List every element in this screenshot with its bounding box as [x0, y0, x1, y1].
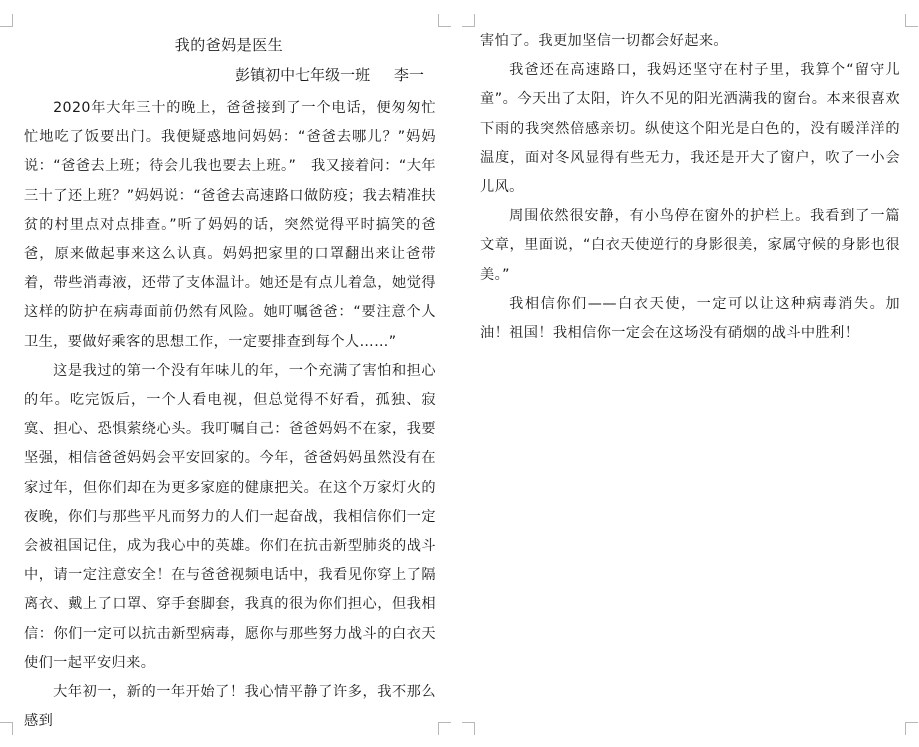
paragraph: 我爸还在高速路口，我妈还坚守在村子里，我算个“留守儿童”。今天出了太阳，许久不见的阳光洒满我的窗台。本来很喜欢下雨的我突然倍感亲切。纵使这个阳光是白色的，没有暖洋洋的温度，面对冬风显得有些无力，我还是开大了窗户，吹了一小会儿风。 [480, 62, 900, 196]
crop-mark-bottom-left [0, 722, 13, 735]
paragraph: 2020年大年三十的晚上，爸爸接到了一个电话，便匆匆忙忙地吃了饭要出门。我便疑惑地问妈妈：“爸爸去哪儿？”妈妈说：“爸爸去上班；待会儿我也要去上班。” 我又接着问：“大年三十了还上班？”妈妈说：“爸爸去高速路口做防疫；我去精准扶贫的村里点对点排查。”听了妈妈的话，突然觉得平时搞笑的爸爸，原来做起事来这么认真。妈妈把家里的口罩翻出来让爸带着，带些消毒液，还带了支体温计。她还是有点儿着急，她觉得这样的防护在病毒面前仍然有风险。她叮嘱爸爸：“要注意个人卫生，要做好乘客的思想工作，一定要排查到每个人……” [24, 100, 436, 350]
crop-mark-top-left [0, 14, 13, 27]
paragraph: 我相信你们——白衣天使，一定可以让这种病毒消失。加油！祖国！我相信你一定会在这场没有硝烟的战斗中胜利！ [480, 295, 900, 342]
paragraph: 大年初一，新的一年开始了！我心情平静了许多，我不那么感到 [24, 684, 436, 730]
author-byline: 彭镇初中七年级一班 李一 [235, 66, 424, 84]
crop-mark-bottom-right [905, 722, 918, 735]
right-page-body [480, 27, 900, 348]
crop-mark-top-left [462, 14, 475, 27]
left-page-body [24, 94, 436, 736]
paragraph: 周围依然很安静，有小鸟停在窗外的护栏上。我看到了一篇文章，里面说，“白衣天使逆行的身影很美，家属守候的身影也很美。” [480, 208, 900, 283]
crop-mark-top-right [438, 14, 451, 27]
crop-mark-bottom-right [438, 722, 451, 735]
document-title: 我的爸妈是医生 [174, 36, 284, 54]
paragraph-continuation: 害怕了。我更加坚信一切都会好起来。 [480, 33, 728, 49]
paragraph: 这是我过的第一个没有年味儿的年，一个充满了害怕和担心的年。吃完饭后，一个人看电视，但总觉得不好看，孤独、寂寞、担心、恐惧萦绕心头。我叮嘱自己：爸爸妈妈不在家，我要坚强，相信爸爸妈妈会平安回家的。今年，爸爸妈妈虽然没有在家过年，但你们却在为更多家庭的健康把关。在这个万家灯火的夜晚，你们与那些平凡而努力的人们一起奋战，我相信你们一定会被祖国记住，成为我心中的英雄。你们在抗击新型肺炎的战斗中，请一定注意安全！在与爸爸视频电话中，我看见你穿上了隔离衣、戴上了口罩、穿手套脚套，我真的很为你们担心，但我相信：你们一定可以抗击新型病毒，愿你与那些努力战斗的白衣天使们一起平安归来。 [24, 362, 436, 671]
crop-mark-top-right [905, 14, 918, 27]
crop-mark-bottom-left [462, 722, 475, 735]
